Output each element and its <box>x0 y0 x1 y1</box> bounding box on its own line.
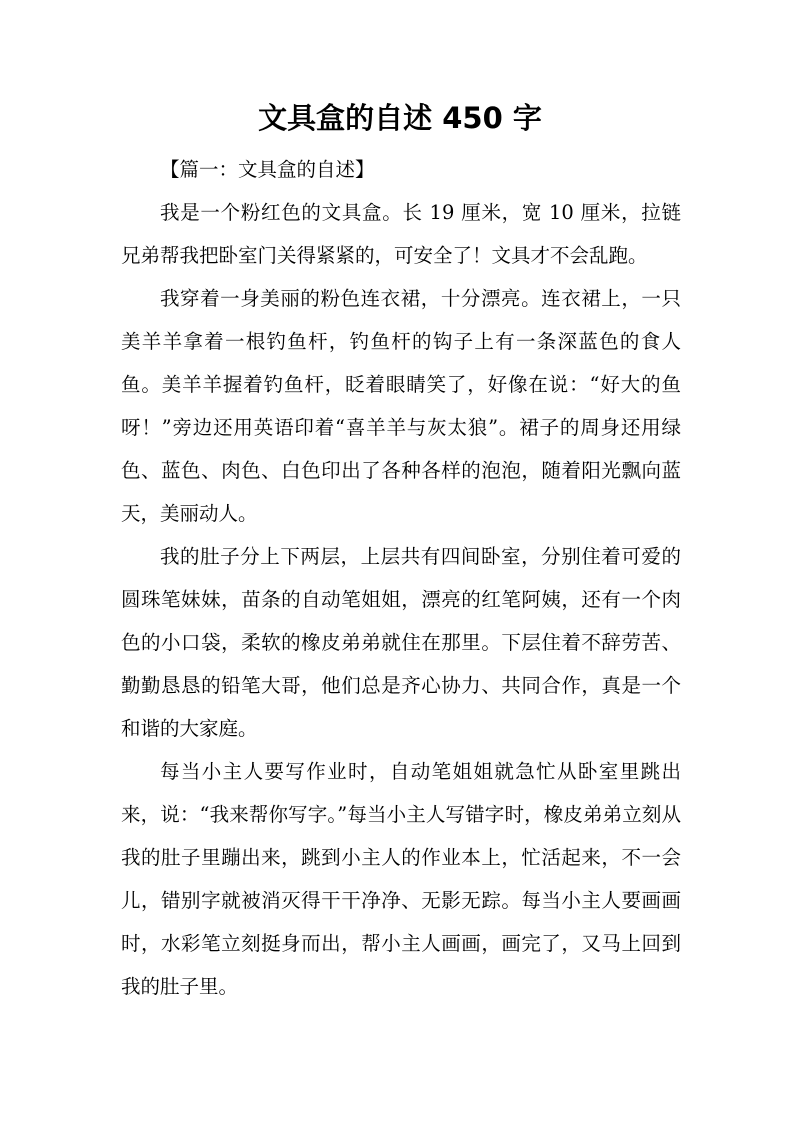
document-title: 文具盒的自述 450 字 <box>258 101 542 135</box>
paragraph-2: 我穿着一身美丽的粉色连衣裙，十分漂亮。连衣裙上，一只美羊羊拿着一根钓鱼杆，钓鱼杆的钩子上有一条深蓝色的食人鱼。美羊羊握着钓鱼杆，眨着眼睛笑了，好像在说：“好大的鱼呀！”旁边还用英语印着“喜羊羊与灰太狼”。裙子的周身还用绿色、蓝色、肉色、白色印出了各种各样的泡泡，随着阳光飘向蓝天，美丽动人。 <box>121 287 681 525</box>
paragraph-1: 我是一个粉红色的文具盒。长 19 厘米，宽 10 厘米，拉链兄弟帮我把卧室门关得紧紧的，可安全了！文具才不会乱跑。 <box>121 201 681 267</box>
paragraph-3: 我的肚子分上下两层，上层共有四间卧室，分别住着可爱的圆珠笔妹妹，苗条的自动笔姐姐，漂亮的红笔阿姨，还有一个肉色的小口袋，柔软的橡皮弟弟就住在那里。下层住着不辞劳苦、勤勤恳恳的铅笔大哥，他们总是齐心协力、共同合作，真是一个和谐的大家庭。 <box>121 545 681 740</box>
section-heading: 【篇一：文具盒的自述】 <box>160 158 375 181</box>
paragraph-4: 每当小主人要写作业时，自动笔姐姐就急忙从卧室里跳出来，说：“我来帮你写字。”每当小主人写错字时，橡皮弟弟立刻从我的肚子里蹦出来，跳到小主人的作业本上，忙活起来，不一会儿，错别字就被消灭得干干净净、无影无踪。每当小主人要画画时，水彩笔立刻挺身而出，帮小主人画画，画完了，又马上回到我的肚子里。 <box>121 760 681 998</box>
document-body <box>121 148 681 1008</box>
